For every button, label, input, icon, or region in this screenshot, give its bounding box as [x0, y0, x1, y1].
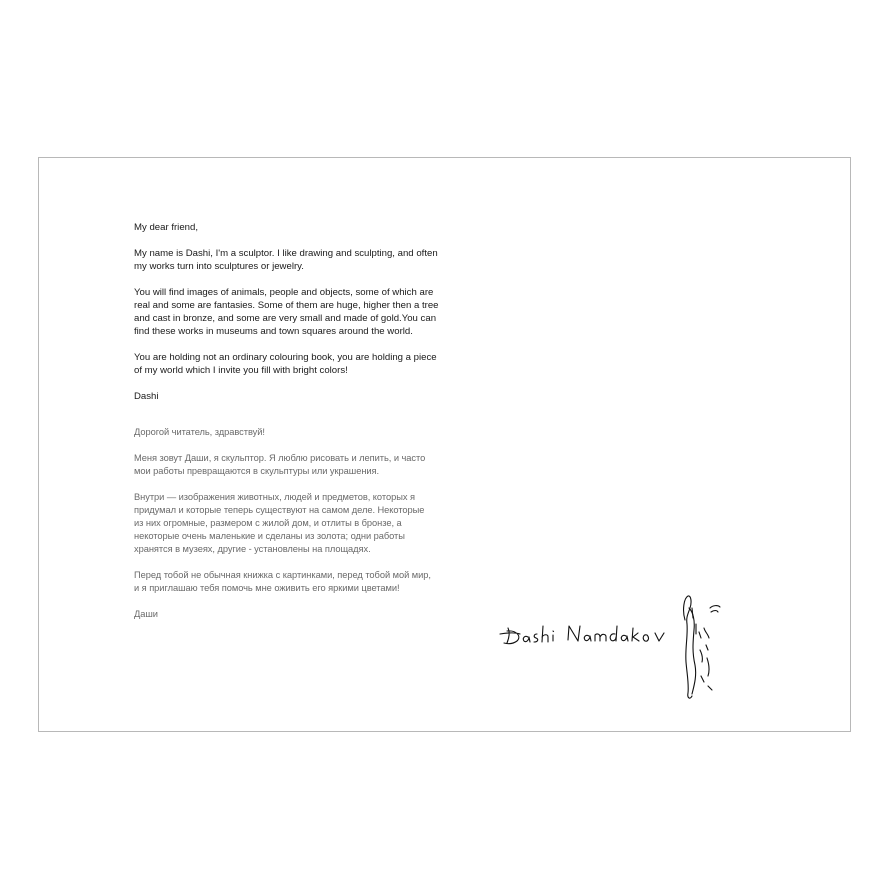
letter-ru-p2-line: Внутри — изображения животных, людей и предметов, которых я	[134, 492, 415, 502]
letter-en-sign-off: Dashi	[134, 391, 159, 402]
letter-ru-paragraph-1	[134, 452, 479, 478]
letter-en-p2-line: You will find images of animals, people and objects, some of which are	[134, 287, 434, 298]
letter-en-p2-line: find these works in museums and town squares around the world.	[134, 326, 413, 337]
letter-en-p2-line: real and some are fantasies. Some of them are huge, higher then a tree	[134, 300, 439, 311]
letter-ru-p1-line: Меня зовут Даши, я скульптор. Я люблю рисовать и лепить, и часто	[134, 453, 426, 463]
letter-russian	[134, 426, 479, 634]
letter-en-p2-line: and cast in bronze, and some are very small and made of gold.You can	[134, 313, 437, 324]
letter-ru-paragraph-2	[134, 491, 479, 556]
letter-en-p3-line: of my world which I invite you fill with bright colors!	[134, 365, 348, 376]
letter-english	[134, 221, 479, 416]
letter-en-p1-line: my works turn into sculptures or jewelry.	[134, 261, 304, 272]
letter-ru-p2-line: придумал и которые теперь существуют на самом деле. Некоторые	[134, 505, 425, 515]
letter-en-p1-line: My name is Dashi, I'm a sculptor. I like drawing and sculpting, and often	[134, 248, 438, 259]
letter-ru-p2-line: из них огромные, размером с жилой дом, и отлиты в бронзе, а	[134, 518, 402, 528]
letter-ru-p2-line: некоторые очень маленькие и сделаны из золота; одни работы	[134, 531, 405, 541]
letter-ru-paragraph-3	[134, 569, 479, 595]
letter-ru-sign-off: Даши	[134, 609, 158, 619]
letter-ru-p3-line: и я приглашаю тебя помочь мне оживить его яркими цветами!	[134, 583, 400, 593]
letter-ru-greeting: Дорогой читатель, здравствуй!	[134, 427, 265, 437]
letter-en-p3-line: You are holding not an ordinary colouring book, you are holding a piece	[134, 352, 437, 363]
letter-ru-p2-line: хранятся в музеях, другие - установлены на площадях.	[134, 544, 371, 554]
letter-en-paragraph-3	[134, 351, 479, 377]
letter-en-paragraph-2	[134, 286, 479, 338]
letter-ru-p3-line: Перед тобой не обычная книжка с картинками, перед тобой мой мир,	[134, 570, 431, 580]
handwritten-signature	[496, 590, 736, 705]
letter-ru-p1-line: мои работы превращаются в скульптуры или украшения.	[134, 466, 380, 476]
letter-en-paragraph-1	[134, 247, 479, 273]
letter-en-greeting: My dear friend,	[134, 222, 198, 233]
